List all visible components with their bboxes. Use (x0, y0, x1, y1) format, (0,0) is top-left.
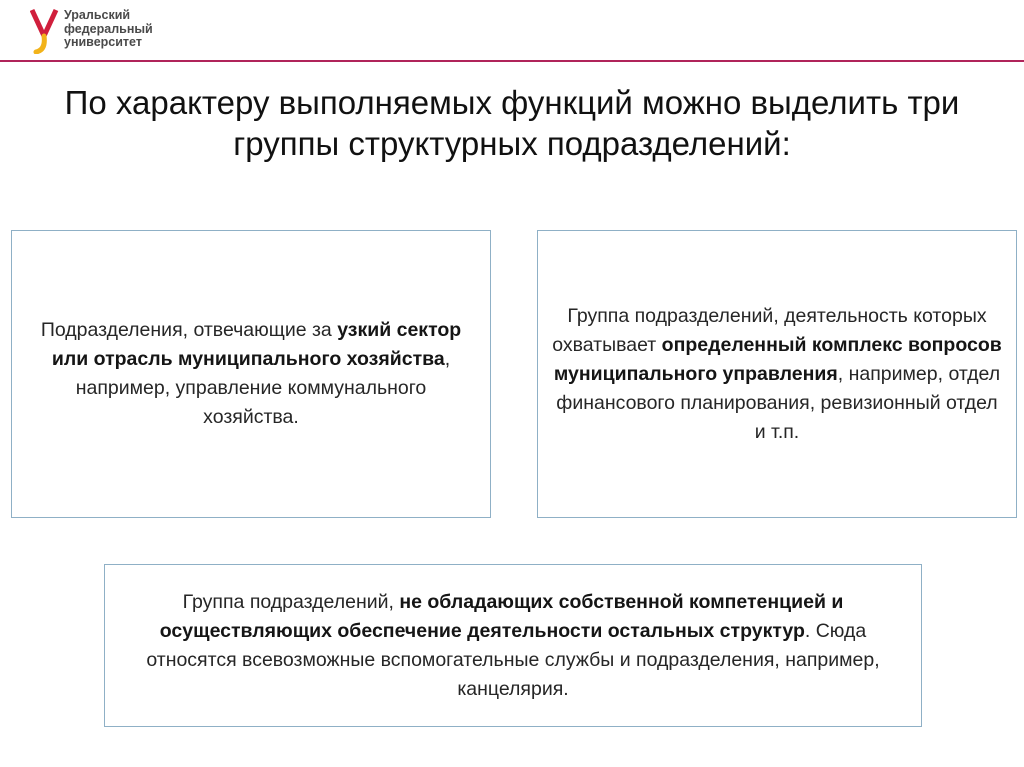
box-emphasis: не обладающих собственной компетенцией и осуществляющих обеспечение деятельности остальных структур (159, 590, 844, 642)
box-text: Подразделения, отвечающие за (40, 319, 338, 341)
box-emphasis: определенный комплекс вопросов муниципального управления (553, 333, 1002, 385)
box-text: , например, отдел финансового планирования, ревизионный отдел и т.п. (556, 362, 1001, 443)
logo-line-1: Уральский (64, 8, 131, 22)
group-box-sector-units (11, 230, 491, 518)
box-emphasis: узкий сектор или отрасль муниципального хозяйства (51, 319, 462, 370)
header-divider (0, 60, 1024, 62)
slide-title-line-1: По характеру выполняемых функций можно выделить три (64, 84, 960, 121)
university-logo (24, 4, 184, 56)
group-box-complex-units-text (552, 302, 1002, 447)
box-text: Группа подразделений, (182, 590, 400, 613)
slide-title-line-2: группы структурных подразделений: (233, 125, 791, 162)
group-box-support-units-text (119, 588, 907, 704)
slide-title (0, 82, 1024, 164)
box-text: . Сюда относятся всевозможные вспомогательные службы и подразделения, например, канцелярия. (146, 619, 880, 700)
logo-wordmark (64, 9, 153, 50)
group-box-sector-units-text (26, 316, 476, 432)
group-box-support-units (104, 564, 922, 727)
logo-line-3: университет (64, 35, 142, 49)
logo-line-2: федеральный (64, 21, 153, 36)
ural-university-emblem-icon (30, 6, 60, 54)
box-text: , например, управление коммунального хозяйства. (75, 348, 451, 428)
box-text: Группа подразделений, деятельность которых охватывает (552, 304, 987, 356)
group-box-complex-units (537, 230, 1017, 518)
